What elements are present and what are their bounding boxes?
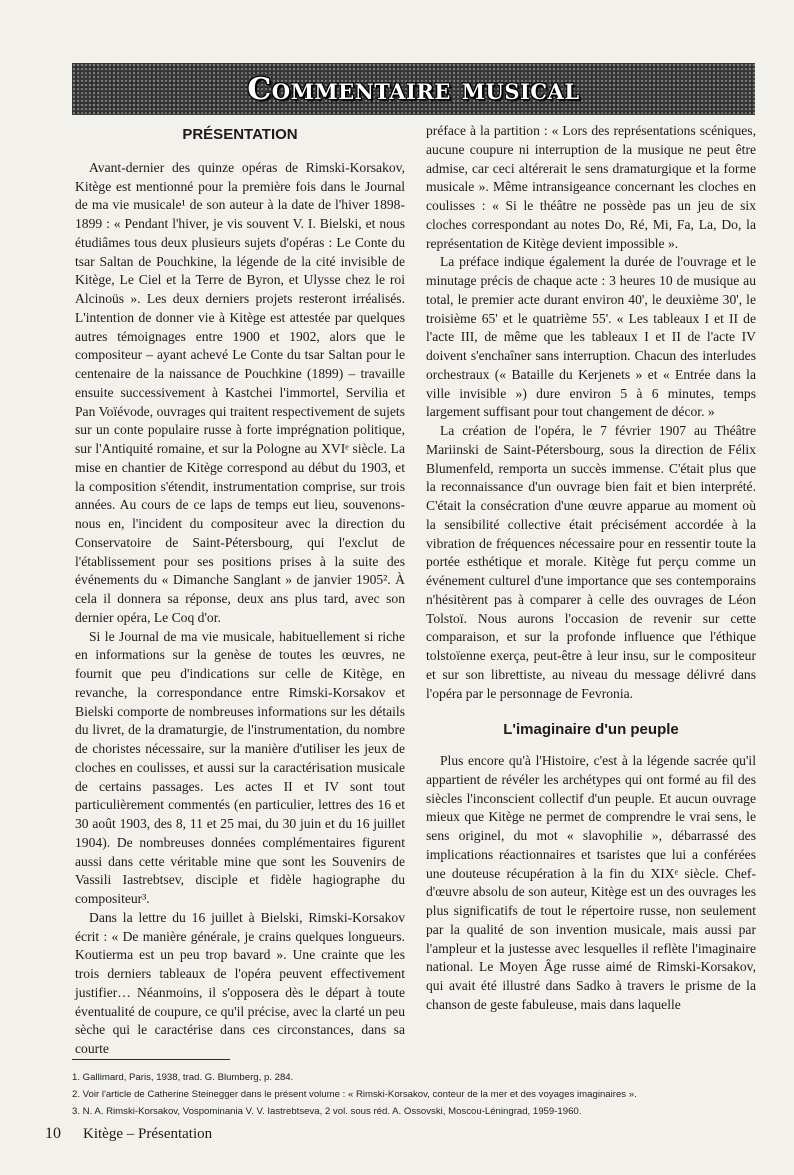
footnote-rule <box>72 1059 230 1060</box>
running-title: Kitège – Présentation <box>83 1126 213 1142</box>
page-number: 10 <box>45 1125 61 1142</box>
paragraph: La préface indique également la durée de l'ouvrage et le minutage précis de chaque acte : 3 heures 10 de musique au total, le premier acte durant environ 40', le deuxième 30', le troisième 65' et le quatrième 55'. « Les tableaux I et II de l'acte III, de même que les tableaux I et II de l'acte IV doivent s'enchaîner sans interruption. Chacun des interludes orchestraux (« Bataille du Kerjenets » et « Entrée dans la ville invisible ») dure environ 5 à 6 minutes, temps largement suffisant pour tout changement de décor. » <box>426 254 756 420</box>
footnote: 3. N. A. Rimski-Korsakov, Vospominania V. V. Iastrebtseva, 2 vol. sous réd. A. Ossovski, Moscou-Léningrad, 1959-1960. <box>72 1106 582 1117</box>
paragraph: préface à la partition : « Lors des représentations scéniques, aucune coupure ni interruption de la musique ne peut être admise, car ceci altérerait le sens dramaturgique et la forme musicale ». Même intransigeance concernant les cloches en coulisses : « Si le théâtre ne possède pas un jeu de six cloches correspondant au notes Do, Ré, Mi, Fa, La, Do, la représentation de Kitège devient impossible ». <box>426 123 756 251</box>
section-header-title: Commentaire musical <box>247 71 580 107</box>
right-column <box>426 122 756 1015</box>
page-footer <box>45 1125 212 1143</box>
section-header-banner <box>72 63 755 115</box>
footnote: 2. Voir l'article de Catherine Steinegger dans le présent volume : « Rimski-Korsakov, conteur de la mer et des voyages imaginaires ». <box>72 1089 637 1100</box>
paragraph: Dans la lettre du 16 juillet à Bielski, Rimski-Korsakov écrit : « De manière générale, je crains quelques longueurs. Koutierma est un peu trop bavard ». Une crainte que les trois derniers tableaux de l'opéra peuvent effectivement justifier… Néanmoins, il s'opposera dès le départ à toute éventualité de coupure, ce qu'il précise, avec la clarté un peu sèche qui le caractérise dans ces circonstances, dans sa courte <box>75 909 405 1056</box>
left-column <box>75 122 405 1059</box>
paragraph: Si le Journal de ma vie musicale, habituellement si riche en informations sur la genèse de toutes les œuvres, ne fournit que peu d'indications sur celle de Kitège, en revanche, la correspondance entre Rimski-Korsakov et Bielski comporte de nombreuses informations sur les détails du livret, de la dramaturgie, de l'instrumentation, du nombre de choristes nécessaire, sur la manière d'utiliser les jeux de cloches en coulisses, et aussi sur la caractérisation musicale de certains passages. Les actes II et IV sont tout particulièrement commentés (en particulier, lettres des 16 et 30 août 1903, des 8, 11 et 25 mai, du 30 juin et du 16 juillet 1904). De nombreuses données complémentaires figurent aussi dans cette véritable mine que sont les Souvenirs de Vassili Iastrebtsev, disciple et fidèle hagiographe du compositeur³. <box>75 628 405 906</box>
footnotes <box>72 1069 772 1120</box>
paragraph: Plus encore qu'à l'Histoire, c'est à la légende sacrée qu'il appartient de révéler les archétypes qui ont formé au fil des siècles l'inconscient collectif d'un peuple. Et aucun ouvrage mieux que Kitège ne permet de comprendre le vrai sens, le sens originel, du mot « slavophilie », débarrassé des implications réactionnaires et tsaristes que lui a conférées une douteuse récupération à la fin du XIXᵉ siècle. Chef-d'œuvre absolu de son auteur, Kitège est un des ouvrages les plus significatifs de tout le répertoire russe, non seulement par la qualité de son invention musicale, mais aussi par l'ampleur et la justesse avec lesquelles il reflète l'imaginaire national. Le Moyen Âge russe aimé de Rimski-Korsakov, qui avait été illustré dans Sadko à travers le prisme de la chanson de geste fabuleuse, mais dans laquelle <box>426 753 756 1012</box>
paragraph: La création de l'opéra, le 7 février 1907 au Théâtre Mariinski de Saint-Pétersbourg, sous la direction de Félix Blumenfeld, remporta un succès immense. C'était plus que la reconnaissance d'un ouvrage bien fait et bien interprété. C'était la consécration d'une œuvre apparue au moment où la sensibilité collective était précisément accordée à la vibration de fréquences nécessaire pour en ressentir toute la portée esthétique et morale. Kitège fut perçu comme un événement culturel d'une importance que ses contemporains n'hésitèrent pas à comparer à celle des ouvrages de Léon Tolstoï. Nous aurons l'occasion de revenir sur cette comparaison, et sur la profonde influence que l'éthique tolstoïenne exerça, peut-être à leur insu, sur le compositeur et sur son librettiste, au niveau du message délivré dans l'opéra par le personnage de Fevronia. <box>426 423 756 701</box>
paragraph: Avant-dernier des quinze opéras de Rimski-Korsakov, Kitège est mentionné pour la première fois dans le Journal de ma vie musicale¹ de son auteur à la date de l'hiver 1898-1899 : « Pendant l'hiver, je vis souvent V. I. Bielski, et nous étudiâmes tous deux plusieurs sujets d'opéras : Le Conte du tsar Saltan de Pouchkine, la légende de la cité invisible de Kitège, Le Ciel et la Terre de Byron, et Ulysse chez le roi Alcinoüs ». Les deux derniers projets resteront irréalisés. L'intention de donner vie à Kitège est attestée par quelques autres témoignages entre 1900 et 1902, alors que le compositeur – ayant achevé Le Conte du tsar Saltan pour le centenaire de la naissance de Pouchkine (1899) – travaille ensuite successivement à Kastchei l'immortel, Servilia et Pan Voïévode, ouvrages qui traitent respectivement de sujets sur un conte populaire russe à forte imprégnation politique, sur l'Antiquité romaine, et sur la Pologne au XVIᵉ siècle. La mise en chantier de Kitège correspond au début du 1903, et la composition s'étendit, instrumentation comprise, sur trois années. Au cours de ce laps de temps eut lieu, souvenons-nous en, l'incident du compositeur avec la direction du Conservatoire de Saint-Pétersbourg, qui l'exclut de l'établissement pour ses positions prises à la suite des événements du « Dimanche Sanglant » de janvier 1905². À cela il donnera sa réponse, deux ans plus tard, avec son dernier opéra, Le Coq d'or. <box>75 159 405 625</box>
section-title-imaginaire: L'imaginaire d'un peuple <box>503 721 679 739</box>
section-title-presentation: PRÉSENTATION <box>182 126 298 143</box>
footnote: 1. Gallimard, Paris, 1938, trad. G. Blumberg, p. 284. <box>72 1072 294 1083</box>
